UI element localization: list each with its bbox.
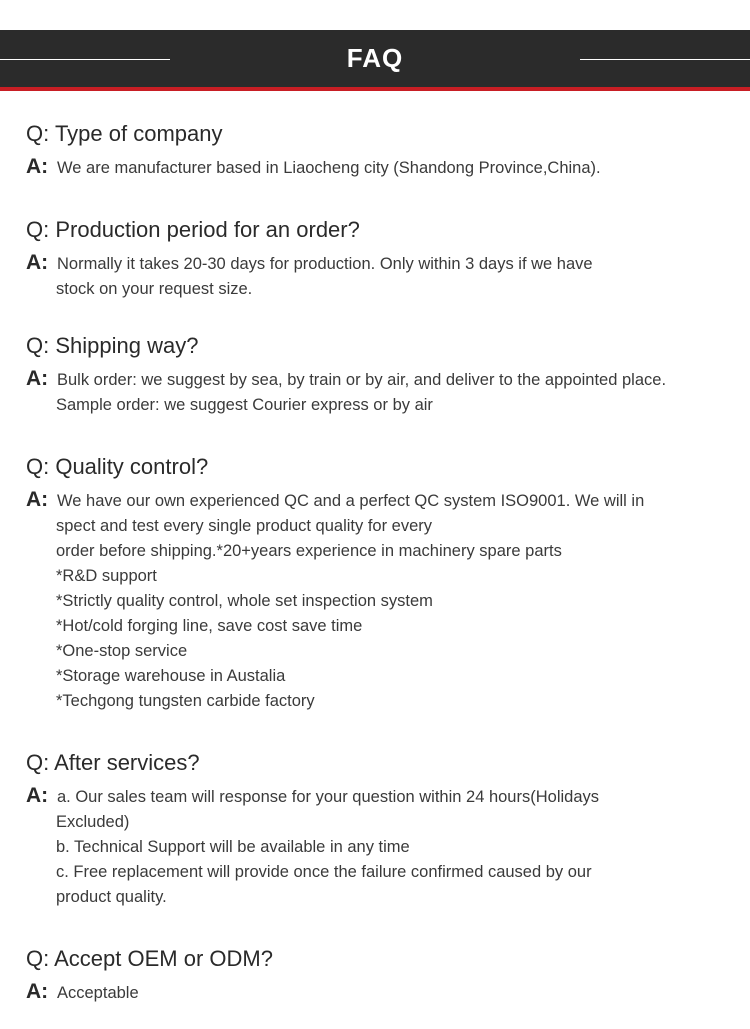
answer-label: A: <box>26 251 49 274</box>
answer-line: stock on your request size. <box>56 280 253 298</box>
answer-line: *One-stop service <box>56 642 188 660</box>
faq-item-production-period <box>26 216 736 302</box>
faq-item-quality-control <box>26 453 736 714</box>
answer-label: A: <box>26 155 49 178</box>
faq-answer <box>26 489 736 714</box>
answer-line: Acceptable <box>57 984 139 1002</box>
faq-answer <box>26 368 736 418</box>
faq-answer <box>26 981 736 1006</box>
answer-line: Bulk order: we suggest by sea, by train or by air, and deliver to the appointed place. <box>57 371 667 389</box>
answer-line: c. Free replacement will provide once the failure confirmed caused by our <box>56 863 592 881</box>
faq-answer <box>26 785 736 910</box>
answer-line: spect and test every single product quality for every <box>56 517 433 535</box>
answer-label: A: <box>26 488 49 511</box>
header-accent-bar <box>0 87 750 91</box>
faq-question: Q: Quality control? <box>26 454 209 479</box>
page-title: FAQ <box>346 43 404 73</box>
faq-item-type-of-company <box>26 120 736 181</box>
answer-line: *Storage warehouse in Austalia <box>56 667 286 685</box>
answer-line: b. Technical Support will be available in any time <box>56 838 410 856</box>
answer-line: *R&D support <box>56 567 157 585</box>
answer-line: Normally it takes 20-30 days for production. Only within 3 days if we have <box>57 255 593 273</box>
answer-line: We have our own experienced QC and a perfect QC system ISO9001. We will in <box>57 492 645 510</box>
answer-label: A: <box>26 367 49 390</box>
answer-line: *Techgong tungsten carbide factory <box>56 692 315 710</box>
faq-answer <box>26 252 736 302</box>
faq-question: Q: Accept OEM or ODM? <box>26 946 273 971</box>
faq-question: Q: Type of company <box>26 121 223 146</box>
answer-line: a. Our sales team will response for your question within 24 hours(Holidays <box>57 788 600 806</box>
faq-question: Q: Shipping way? <box>26 333 199 358</box>
answer-label: A: <box>26 980 49 1003</box>
answer-line: order before shipping.*20+years experience in machinery spare parts <box>56 542 562 560</box>
answer-line: We are manufacturer based in Liaocheng city (Shandong Province,China). <box>57 159 601 177</box>
faq-answer <box>26 156 736 181</box>
faq-question: Q: Production period for an order? <box>26 217 360 242</box>
faq-item-oem-odm <box>26 945 736 1006</box>
answer-line: Sample order: we suggest Courier express or by air <box>56 396 433 414</box>
answer-line: *Strictly quality control, whole set inspection system <box>56 592 433 610</box>
answer-label: A: <box>26 784 49 807</box>
answer-line: Excluded) <box>56 813 130 831</box>
faq-item-after-services <box>26 749 736 910</box>
faq-question: Q: After services? <box>26 750 200 775</box>
faq-item-shipping-way <box>26 332 736 418</box>
answer-line: *Hot/cold forging line, save cost save time <box>56 617 363 635</box>
answer-line: product quality. <box>56 888 167 906</box>
